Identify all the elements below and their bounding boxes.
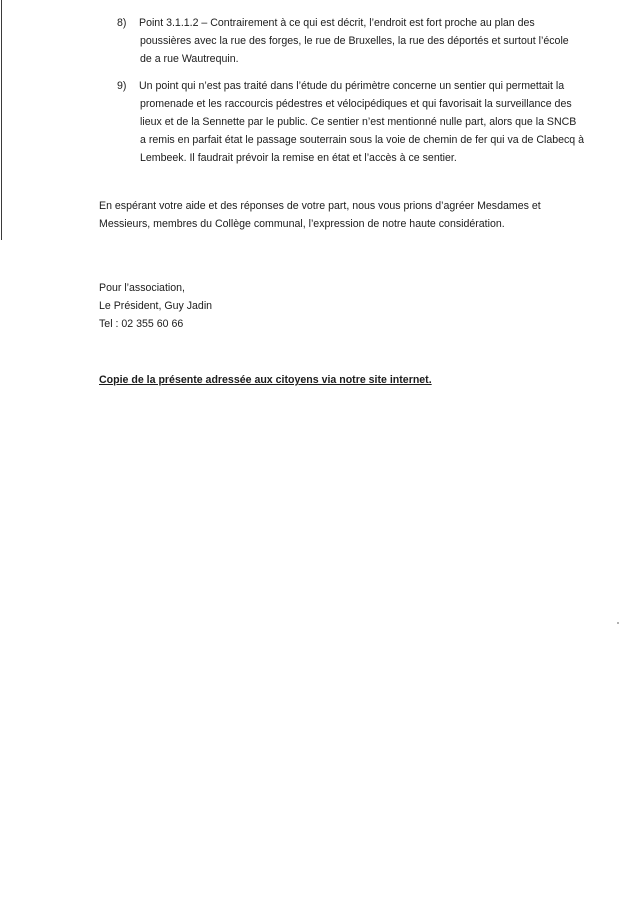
copy-note: Copie de la présente adressée aux citoyens via notre site internet. [99, 374, 432, 386]
list-item-line: Un point qui n’est pas traité dans l’étude du périmètre concerne un sentier qui permettait la [139, 80, 565, 92]
list-item-line: Point 3.1.1.2 – Contrairement à ce qui est décrit, l’endroit est fort proche au plan des [139, 17, 535, 29]
list-item-line: poussières avec la rue des forges, le rue de Bruxelles, la rue des déportés et surtout l’école [140, 35, 569, 47]
list-item-number: 8) [117, 17, 127, 29]
list-item-line: a remis en parfait état le passage souterrain sous la voie de chemin de fer qui va de Clabecq à [140, 134, 585, 146]
list-item-line: promenade et les raccourcis pédestres et vélocipédiques et qui favorisait la surveillance des [140, 98, 572, 110]
signature-association: Pour l’association, [99, 282, 185, 294]
closing-paragraph-line: En espérant votre aide et des réponses de votre part, nous vous prions d’agréer Mesdames et [99, 200, 541, 212]
scan-speck [617, 622, 619, 624]
list-item-line: lieux et de la Sennette par le public. Ce sentier n’est mentionné nulle part, alors que la SNCB [140, 116, 577, 128]
signature-phone: Tel : 02 355 60 66 [99, 318, 184, 330]
list-item-number: 9) [117, 80, 127, 92]
signature-president: Le Président, Guy Jadin [99, 300, 213, 312]
page-edge-line [1, 0, 2, 240]
closing-paragraph-line: Messieurs, membres du Collège communal, l’expression de notre haute considération. [99, 218, 505, 230]
list-item-line: Lembeek. Il faudrait prévoir la remise en état et l’accès à ce sentier. [140, 152, 457, 164]
list-item-line: de a rue Wautrequin. [140, 53, 239, 65]
